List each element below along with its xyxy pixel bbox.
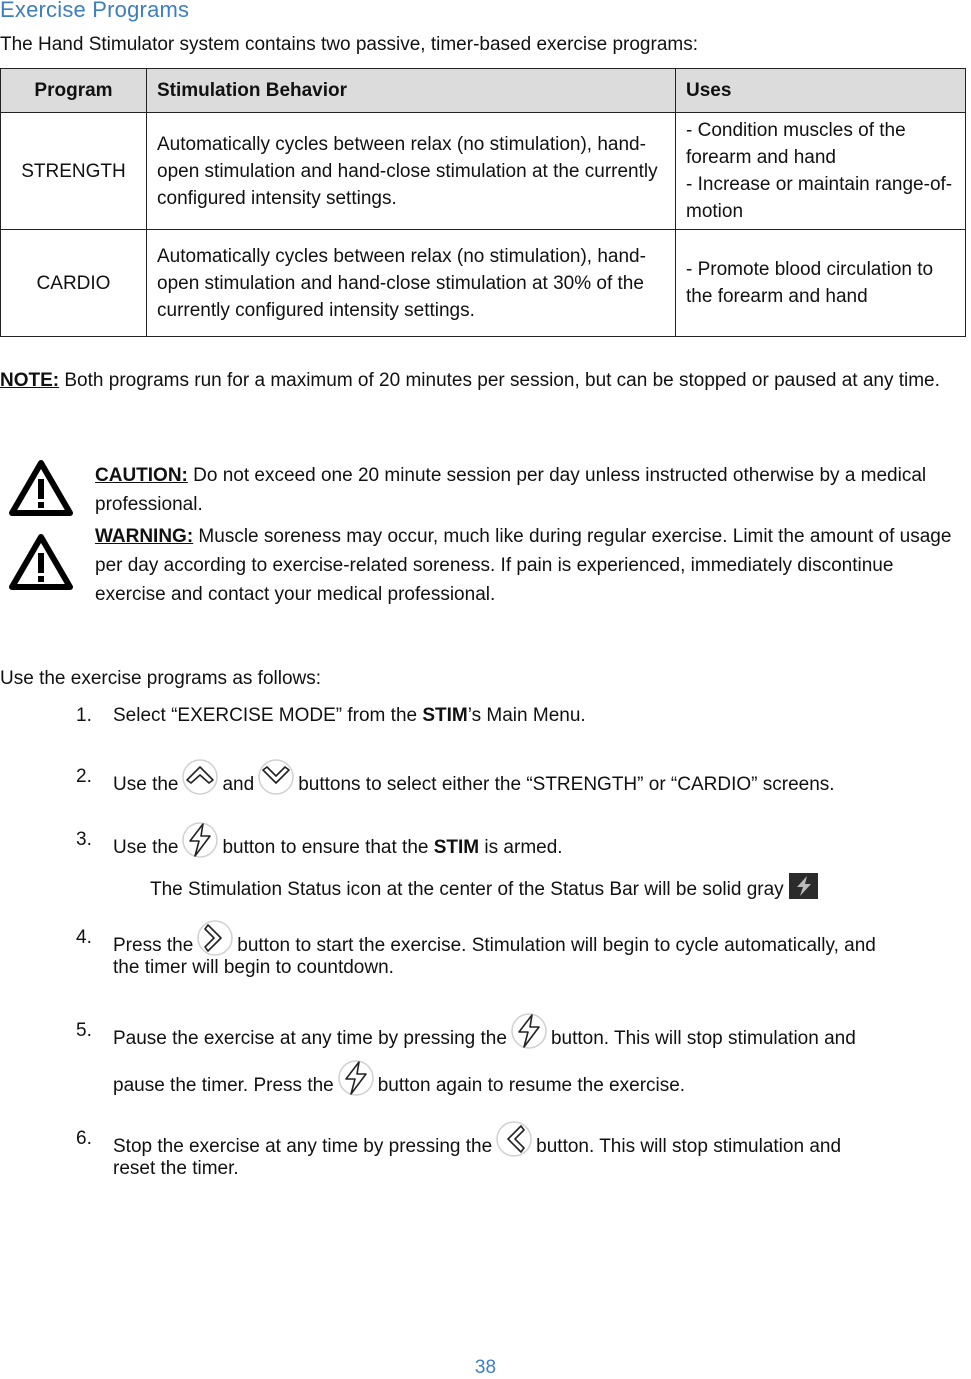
chevron-right-button-icon <box>196 919 234 957</box>
step-text: buttons to select either the “STRENGTH” or “CARDIO” screens. <box>298 774 835 796</box>
step-4-text-cont: the timer will begin to countdown. <box>113 957 394 978</box>
caution-paragraph <box>95 461 965 519</box>
chevron-left-button-icon <box>495 1120 533 1158</box>
step-text: Use the <box>113 837 179 859</box>
header-behavior: Stimulation Behavior <box>147 69 676 113</box>
step-text: is armed. <box>479 837 563 859</box>
table-row <box>1 230 966 337</box>
step-text: button to start the exercise. Stimulation will begin to cycle automatically, and <box>237 935 876 957</box>
step-text: Select “EXERCISE MODE” from the <box>113 705 423 726</box>
step-number: 5. <box>76 1020 92 1041</box>
header-uses: Uses <box>676 69 966 113</box>
step-5-text-cont <box>113 1067 685 1105</box>
warning-paragraph <box>95 522 965 609</box>
warning-text: Muscle soreness may occur, much like during regular exercise. Limit the amount of usage per day according to exercise-related soreness. If pain is experienced, immediately discontinue exercise and contact your medical professional. <box>95 526 952 605</box>
note-text: Both programs run for a maximum of 20 minutes per session, but can be stopped or paused at any time. <box>59 370 940 391</box>
caution-label: CAUTION: <box>95 465 188 486</box>
page-number: 38 <box>474 1357 497 1378</box>
step-text: pause the timer. Press the <box>113 1075 334 1097</box>
step-number: 1. <box>76 705 92 726</box>
step-text-bold: STIM <box>433 837 480 859</box>
program-uses <box>676 230 966 337</box>
step-text: Use the <box>113 774 179 796</box>
use-item: - Increase or maintain range-of-motion <box>686 174 953 222</box>
step-text: Press the <box>113 935 194 957</box>
step-text: button. This will stop stimulation and <box>550 1028 856 1050</box>
programs-table <box>0 68 966 337</box>
note-paragraph <box>0 366 960 396</box>
chevron-up-button-icon <box>181 758 219 796</box>
warning-label: WARNING: <box>95 526 194 547</box>
program-behavior: Automatically cycles between relax (no stimulation), hand-open stimulation and hand-close stimulation at the currently configured intensity settings. <box>147 113 676 230</box>
lightning-button-icon <box>510 1012 548 1050</box>
warning-triangle-icon <box>8 459 74 517</box>
step-3-sub-text <box>150 877 818 903</box>
step-text: button again to resume the exercise. <box>377 1075 686 1097</box>
program-name: CARDIO <box>1 230 147 337</box>
section-heading: Exercise Programs <box>0 0 190 22</box>
program-behavior: Automatically cycles between relax (no stimulation), hand-open stimulation and hand-close stimulation at 30% of the currently configured intensity settings. <box>147 230 676 337</box>
step-text: Pause the exercise at any time by pressing the <box>113 1028 507 1050</box>
step-text: ’s Main Menu. <box>467 705 586 726</box>
step-text: and <box>222 774 255 796</box>
step-6-text-cont: reset the timer. <box>113 1158 239 1179</box>
step-text: Stop the exercise at any time by pressing the <box>113 1136 493 1158</box>
warning-triangle-icon <box>8 533 74 591</box>
use-instructions-intro: Use the exercise programs as follows: <box>0 668 322 689</box>
step-text: button. This will stop stimulation and <box>536 1136 842 1158</box>
lightning-button-icon <box>337 1059 375 1097</box>
program-uses <box>676 113 966 230</box>
step-2-text <box>113 766 835 804</box>
stimulation-status-icon <box>789 873 818 899</box>
use-item: - Promote blood circulation to the forearm and hand <box>686 259 934 307</box>
table-row <box>1 113 966 230</box>
caution-text: Do not exceed one 20 minute session per day unless instructed otherwise by a medical professional. <box>95 465 927 515</box>
step-3-text <box>113 829 563 867</box>
table-header-row <box>1 69 966 113</box>
step-text: The Stimulation Status icon at the center of the Status Bar will be solid gray <box>150 879 784 901</box>
step-text: button to ensure that the <box>222 837 434 859</box>
step-1-text <box>113 705 586 727</box>
intro-text: The Hand Stimulator system contains two passive, timer-based exercise programs: <box>0 34 698 55</box>
step-number: 4. <box>76 927 92 948</box>
step-number: 3. <box>76 829 92 850</box>
header-program: Program <box>1 69 147 113</box>
step-text-bold: STIM <box>422 705 468 726</box>
use-item: - Condition muscles of the forearm and hand <box>686 120 906 168</box>
chevron-down-button-icon <box>257 758 295 796</box>
step-number: 6. <box>76 1128 92 1149</box>
step-5-text <box>113 1020 856 1058</box>
step-number: 2. <box>76 766 92 787</box>
program-name: STRENGTH <box>1 113 147 230</box>
lightning-button-icon <box>181 821 219 859</box>
note-label: NOTE: <box>0 370 60 391</box>
